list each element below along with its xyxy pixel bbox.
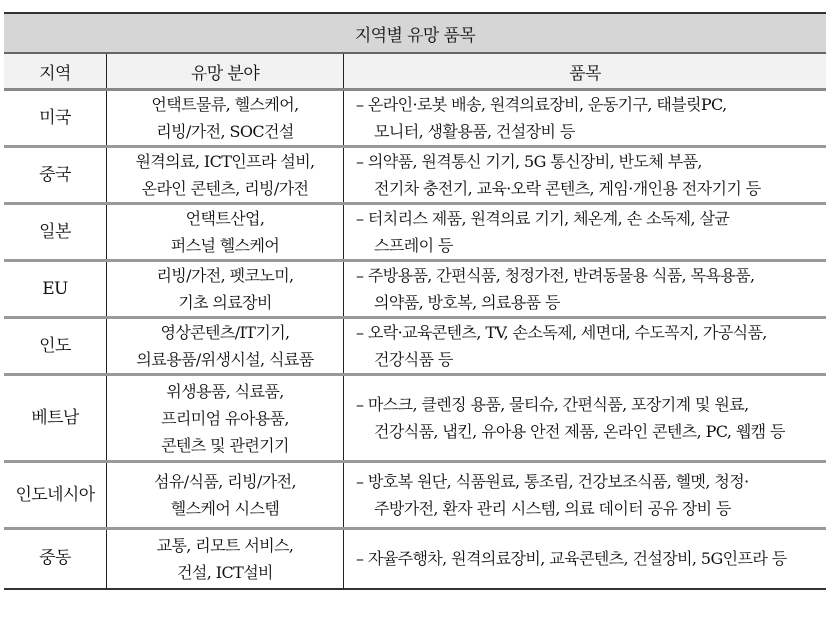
items-cell — [344, 204, 827, 261]
items-line: – 자율주행차, 원격의료장비, 교육콘텐츠, 건설장비, 5G인프라 등 — [356, 549, 787, 569]
items-cell — [344, 462, 827, 529]
region-cell: 베트남 — [4, 375, 107, 462]
items-cell — [344, 318, 827, 375]
table-row — [4, 462, 826, 529]
items-line: 건강식품 등 — [374, 350, 453, 369]
field-line: 리빙/가전, SOC건설 — [156, 122, 294, 141]
items-line: 주방가전, 환자 관리 시스템, 의료 데이터 공유 장비 등 — [374, 499, 731, 518]
items-line: 스프레이 등 — [374, 236, 453, 255]
field-cell — [107, 90, 344, 147]
field-line: 섬유/식품, 리빙/가전, — [154, 472, 296, 491]
field-cell — [107, 318, 344, 375]
field-line: 온라인 콘텐츠, 리빙/가전 — [141, 179, 309, 198]
field-line: 헬스케어 시스템 — [170, 499, 280, 518]
items-line: – 의약품, 원격통신 기기, 5G 통신장비, 반도체 부품, — [356, 152, 702, 171]
items-line: 모니터, 생활용품, 건설장비 등 — [374, 122, 575, 141]
table-row — [4, 375, 826, 462]
items-line: – 터치리스 제품, 원격의료 기기, 체온계, 손 소독제, 살균 — [356, 209, 730, 228]
table-row — [4, 529, 826, 589]
field-cell — [107, 529, 344, 589]
field-cell — [107, 204, 344, 261]
items-line: – 주방용품, 간편식품, 청정가전, 반려동물용 식품, 목욕용품, — [356, 266, 755, 285]
items-line: 전기차 충전기, 교육·오락 콘텐츠, 게임·개인용 전자기기 등 — [374, 179, 761, 198]
table-row — [4, 318, 826, 375]
header-region: 지역 — [4, 53, 107, 90]
table-row — [4, 147, 826, 204]
field-line: 의료용품/위생시설, 식료품 — [136, 350, 314, 369]
field-line: 프리미엄 유아용품, — [161, 408, 289, 428]
table-row — [4, 90, 826, 147]
field-line: 언택트물류, 헬스케어, — [151, 95, 299, 114]
table-title: 지역별 유망 품목 — [4, 13, 826, 53]
items-cell — [344, 529, 827, 589]
field-cell — [107, 375, 344, 462]
region-cell: 미국 — [4, 90, 107, 147]
header-field: 유망 분야 — [107, 53, 344, 90]
items-line: – 온라인·로봇 배송, 원격의료장비, 운동기구, 태블릿PC, — [356, 95, 727, 114]
region-cell: 인도 — [4, 318, 107, 375]
items-line: – 방호복 원단, 식품원료, 통조림, 건강보조식품, 헬멧, 청정· — [356, 472, 749, 491]
field-cell — [107, 462, 344, 529]
region-cell: 중동 — [4, 529, 107, 589]
items-line: 건강식품, 냅킨, 유아용 안전 제품, 온라인 콘텐츠, PC, 웹캠 등 — [374, 422, 785, 441]
items-cell — [344, 90, 827, 147]
field-line: 원격의료, ICT인프라 설비, — [135, 152, 315, 171]
region-cell: 중국 — [4, 147, 107, 204]
field-cell — [107, 147, 344, 204]
field-line: 퍼스널 헬스케어 — [170, 236, 280, 255]
items-line: 의약품, 방호복, 의료용품 등 — [374, 293, 560, 312]
items-cell — [344, 147, 827, 204]
field-line: 교통, 리모트 서비스, — [156, 535, 294, 555]
field-line: 리빙/가전, 펫코노미, — [156, 266, 294, 285]
region-cell: 일본 — [4, 204, 107, 261]
items-cell — [344, 375, 827, 462]
promising-items-table — [4, 12, 826, 590]
field-cell — [107, 261, 344, 318]
items-cell — [344, 261, 827, 318]
items-line: – 마스크, 클렌징 용품, 물티슈, 간편식품, 포장기계 및 원료, — [356, 395, 749, 414]
region-cell: 인도네시아 — [4, 462, 107, 529]
field-line: 건설, ICT설비 — [177, 562, 273, 582]
table-row — [4, 261, 826, 318]
field-line: 영상콘텐츠/IT기기, — [160, 323, 290, 342]
region-cell: EU — [4, 261, 107, 318]
field-line: 기초 의료장비 — [178, 293, 272, 312]
items-line: – 오락·교육콘텐츠, TV, 손소독제, 세면대, 수도꼭지, 가공식품, — [356, 323, 767, 342]
table-row — [4, 204, 826, 261]
field-line: 콘텐츠 및 관련기기 — [161, 435, 289, 455]
field-line: 언택트산업, — [185, 209, 265, 228]
header-items: 품목 — [344, 53, 827, 90]
field-line: 위생용품, 식료품, — [166, 381, 284, 401]
